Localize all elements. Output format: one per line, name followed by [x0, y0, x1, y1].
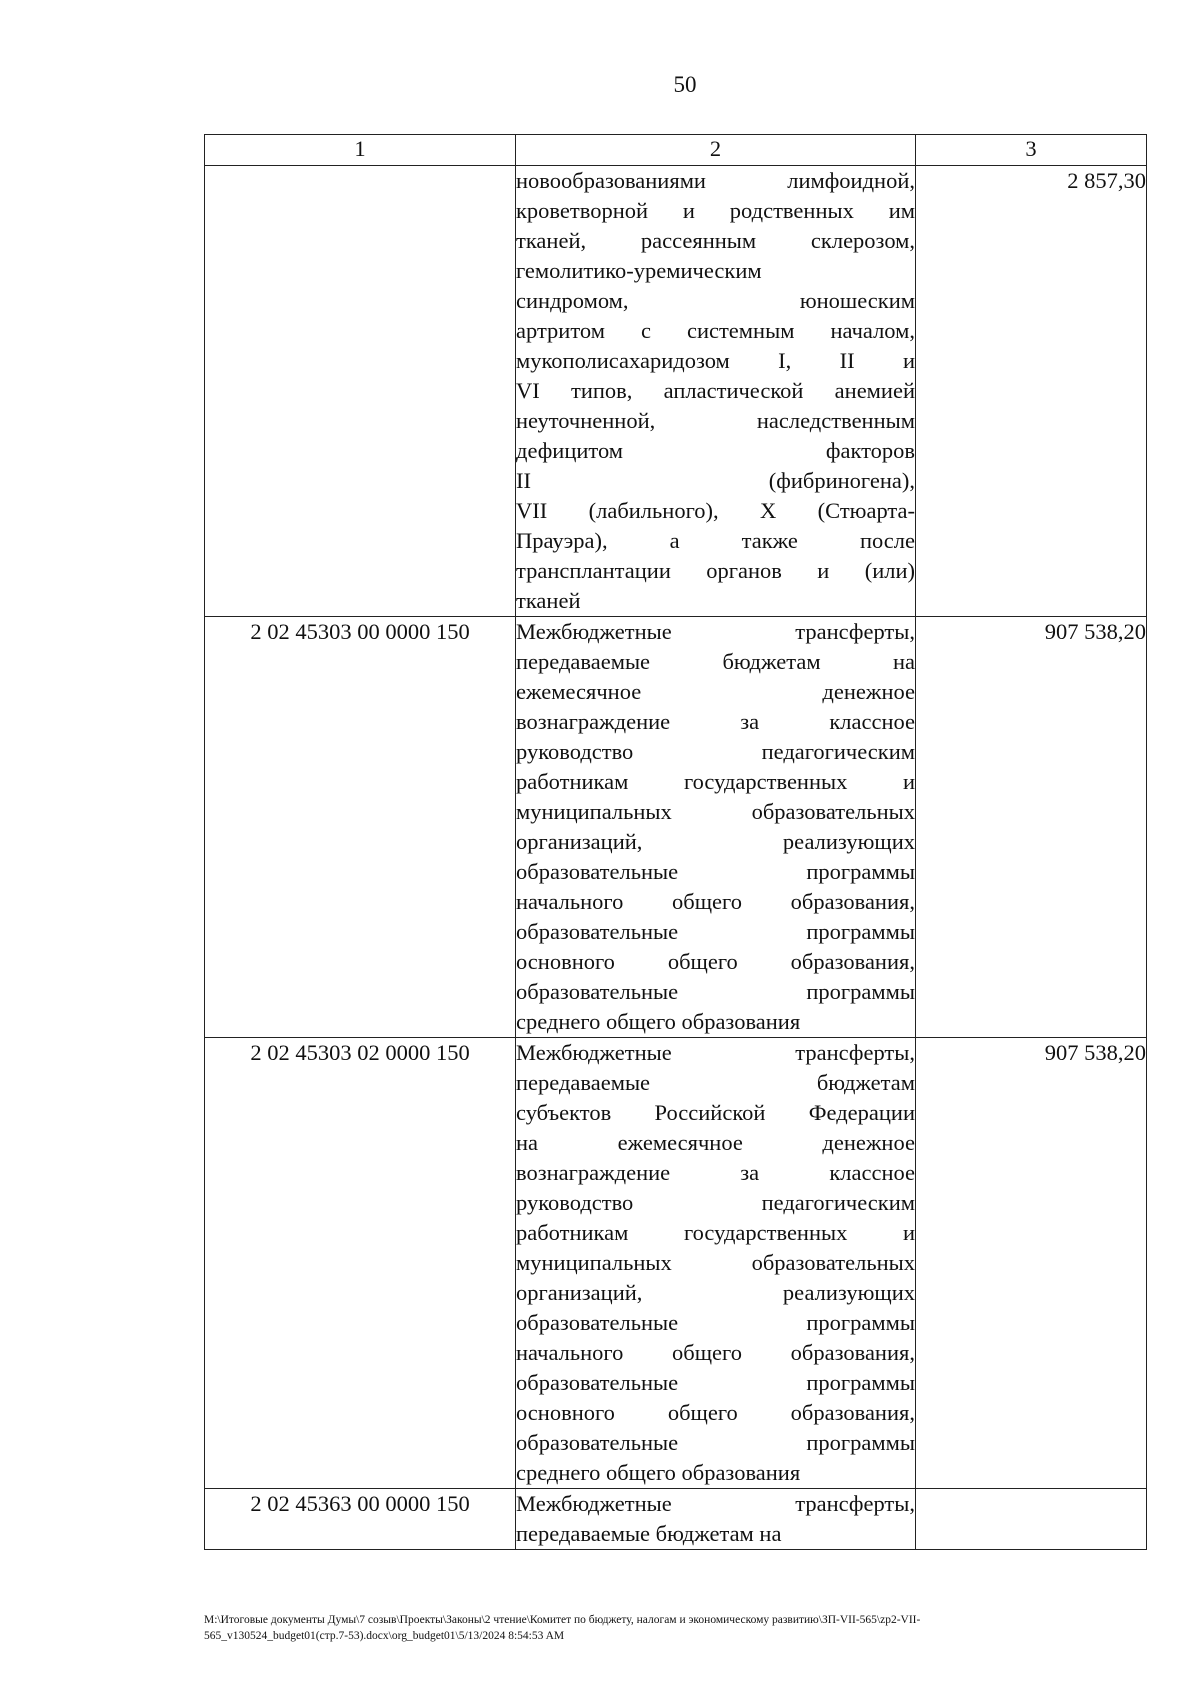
description-line: образовательные программы — [516, 1370, 915, 1395]
description-line: новообразованиями лимфоидной, — [516, 168, 915, 193]
budget-code-cell: 2 02 45303 00 0000 150 — [205, 617, 516, 1038]
description-line: VII (лабильного), X (Стюарта- — [516, 498, 915, 523]
description-line: дефицитом факторов — [516, 438, 915, 463]
description-line: тканей — [516, 588, 581, 613]
footer-line-1: M:\Итоговые документы Думы\7 созыв\Проекты\Законы\2 чтение\Комитет по бюджету, налогам и экономическому развитию\ЗП-VII-565\zp2-VII- — [204, 1614, 921, 1626]
description-line: передаваемые бюджетам — [516, 1070, 915, 1095]
description-line: образовательные программы — [516, 1310, 915, 1335]
description-line: гемолитико-уремическим — [516, 258, 762, 283]
description-line: организаций, реализующих — [516, 1280, 915, 1305]
table-row — [205, 1038, 1147, 1489]
description-line: Межбюджетные трансферты, — [516, 1491, 915, 1516]
description-line: трансплантации органов и (или) — [516, 558, 915, 583]
description-line: работникам государственных и — [516, 769, 915, 794]
column-header-2: 2 — [516, 135, 916, 166]
description-line: организаций, реализующих — [516, 829, 915, 854]
description-line: вознаграждение за классное — [516, 709, 915, 734]
description-line: II (фибриногена), — [516, 468, 915, 493]
file-path-footer — [204, 1612, 1154, 1644]
description-line: неуточненной, наследственным — [516, 408, 915, 433]
description-line: Межбюджетные трансферты, — [516, 1040, 915, 1065]
column-header-1: 1 — [205, 135, 516, 166]
footer-line-2: 565_v130524_budget01(стр.7-53).docx\org_budget01\5/13/2024 8:54:53 AM — [204, 1630, 565, 1642]
page-number: 50 — [673, 72, 697, 97]
description-line: кроветворной и родственных им — [516, 198, 915, 223]
description-line: образовательные программы — [516, 979, 915, 1004]
amount-cell: 907 538,20 — [916, 617, 1147, 1038]
description-line: вознаграждение за классное — [516, 1160, 915, 1185]
budget-code-cell — [205, 166, 516, 617]
description-line: мукополисахаридозом I, II и — [516, 348, 915, 373]
description-line: ежемесячное денежное — [516, 679, 915, 704]
description-line: среднего общего образования — [516, 1009, 801, 1034]
description-line: образовательные программы — [516, 1430, 915, 1455]
description-cell — [516, 166, 916, 617]
description-line: тканей, рассеянным склерозом, — [516, 228, 915, 253]
description-line: среднего общего образования — [516, 1460, 801, 1485]
table-header-row — [205, 135, 1147, 166]
amount-cell — [916, 1489, 1147, 1550]
description-line: муниципальных образовательных — [516, 1250, 915, 1275]
budget-code-cell: 2 02 45303 02 0000 150 — [205, 1038, 516, 1489]
description-line: начального общего образования, — [516, 1340, 915, 1365]
description-line: руководство педагогическим — [516, 1190, 915, 1215]
description-line: муниципальных образовательных — [516, 799, 915, 824]
description-line: VI типов, апластической анемией — [516, 378, 915, 403]
description-line: образовательные программы — [516, 919, 915, 944]
description-line: на ежемесячное денежное — [516, 1130, 915, 1155]
description-line: артритом с системным началом, — [516, 318, 915, 343]
description-line: Межбюджетные трансферты, — [516, 619, 915, 644]
amount-cell: 2 857,30 — [916, 166, 1147, 617]
description-line: передаваемые бюджетам на — [516, 649, 915, 674]
budget-table — [204, 134, 1147, 1550]
column-header-3: 3 — [916, 135, 1147, 166]
description-line: начального общего образования, — [516, 889, 915, 914]
table-row — [205, 1489, 1147, 1550]
description-line: синдромом, юношеским — [516, 288, 915, 313]
description-cell — [516, 617, 916, 1038]
description-line: Прауэра), а также после — [516, 528, 915, 553]
table-row — [205, 617, 1147, 1038]
description-line: работникам государственных и — [516, 1220, 915, 1245]
description-cell — [516, 1038, 916, 1489]
table-row — [205, 166, 1147, 617]
amount-cell: 907 538,20 — [916, 1038, 1147, 1489]
description-line: основного общего образования, — [516, 949, 915, 974]
description-line: субъектов Российской Федерации — [516, 1100, 915, 1125]
description-line: образовательные программы — [516, 859, 915, 884]
description-cell — [516, 1489, 916, 1550]
budget-code-cell: 2 02 45363 00 0000 150 — [205, 1489, 516, 1550]
description-line: передаваемые бюджетам на — [516, 1521, 782, 1546]
description-line: руководство педагогическим — [516, 739, 915, 764]
description-line: основного общего образования, — [516, 1400, 915, 1425]
